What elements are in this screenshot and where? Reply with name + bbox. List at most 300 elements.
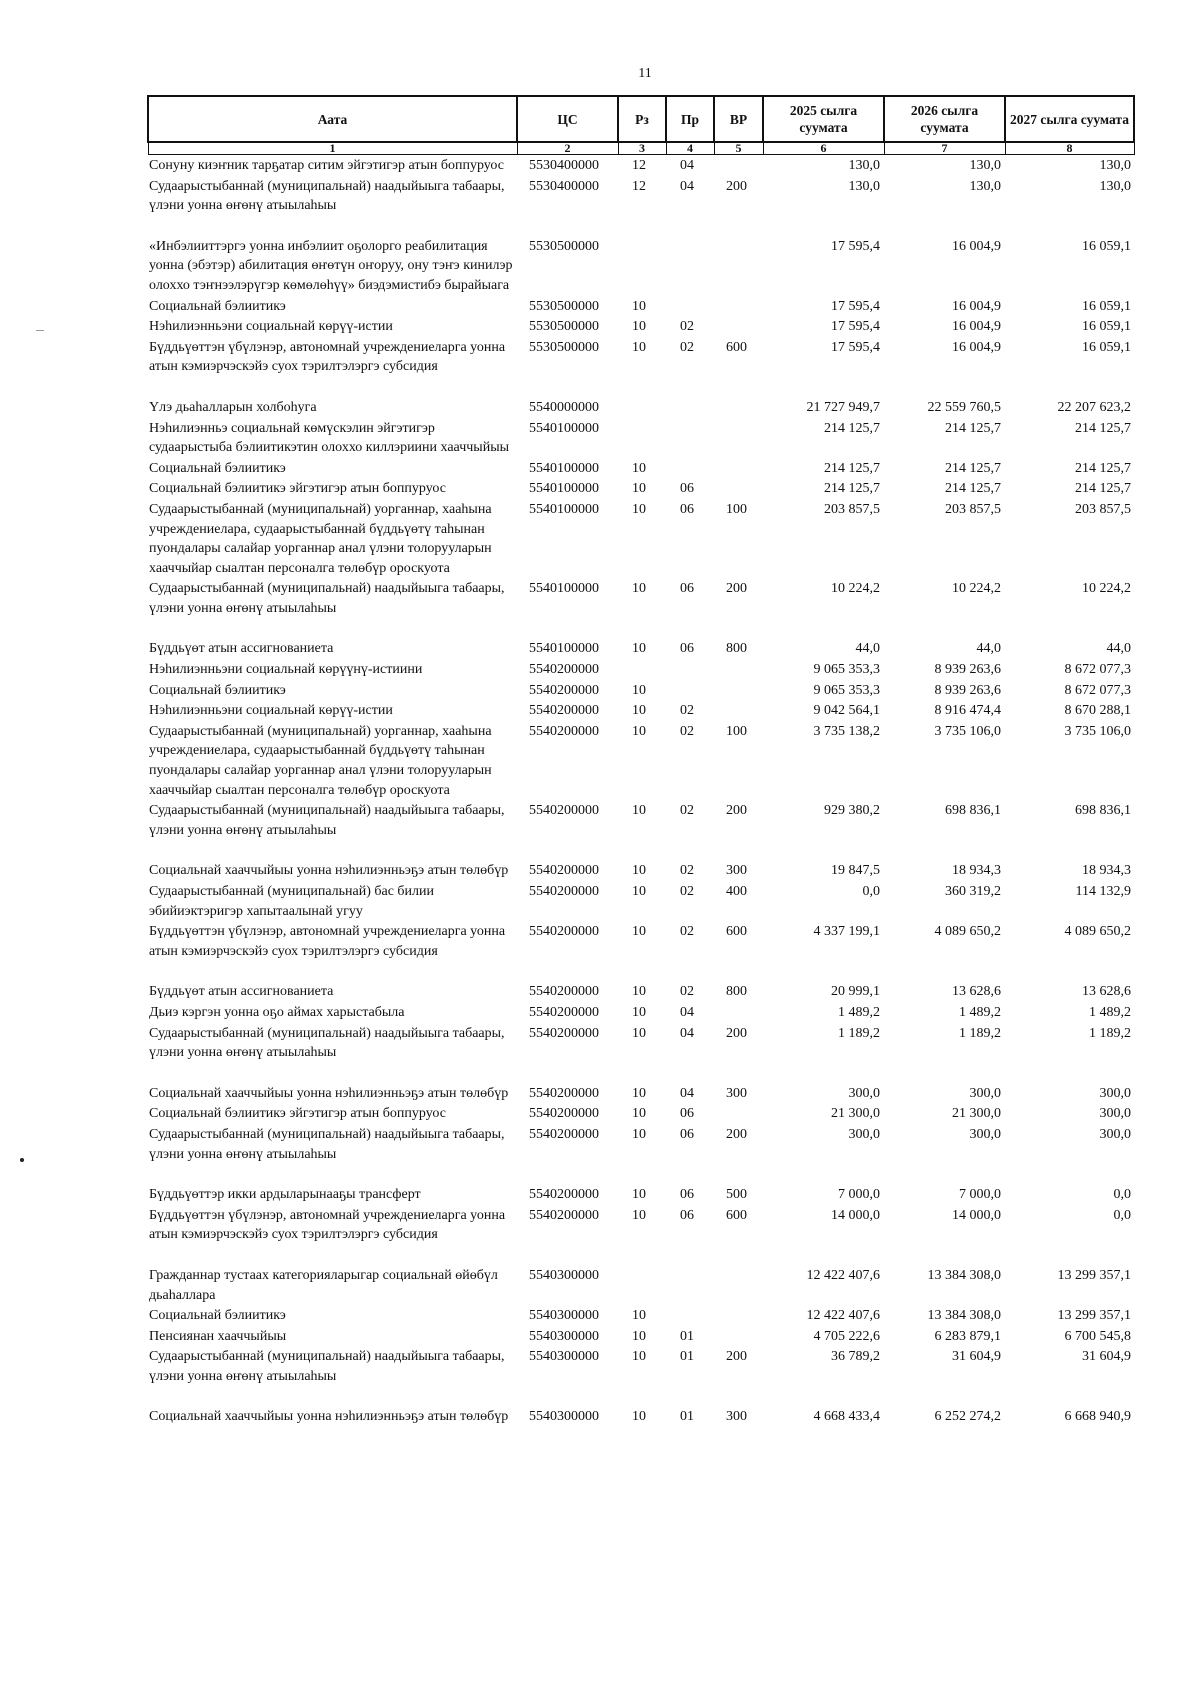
- row-2026-value: 360 319,2: [945, 884, 1001, 899]
- row-2027-value: 300,0: [1099, 1085, 1131, 1101]
- table-row: [148, 881, 1134, 921]
- row-vr-cell: 400: [726, 884, 747, 899]
- column-number: 6: [763, 142, 884, 155]
- row-2027-value: 13 299 357,1: [1057, 1308, 1131, 1324]
- table-row: [148, 176, 1134, 236]
- row-2027-value: 8 672 077,3: [1064, 662, 1131, 678]
- table-row: [148, 316, 1134, 337]
- row-2027-value: 13 628,6: [1082, 984, 1131, 1000]
- header-pr: Пр: [666, 96, 714, 142]
- header-rz: Рз: [618, 96, 666, 142]
- row-vr-cell: 800: [726, 984, 747, 1000]
- row-name-cell: Социальнай хааччыйыы уонна нэһилиэнньэҕэ атын төлөбүр: [149, 863, 509, 879]
- table-row: [148, 659, 1134, 680]
- row-name-cell: Нэһилиэнньэни социальнай көрүү-истии: [149, 703, 393, 719]
- header-cs: ЦС: [517, 96, 618, 142]
- row-code-cell: 5540300000: [529, 1267, 599, 1283]
- row-name-cell: Судаарыстыбаннай (муниципальнай) наадыйыыга табаары, үлэни уонна өҥөнү атыылаһыы: [149, 178, 505, 214]
- page-number: 11: [638, 66, 652, 81]
- scan-dot: [20, 1158, 24, 1162]
- row-2027-value: 0,0: [1113, 1187, 1131, 1203]
- row-rz-cell: 10: [632, 682, 646, 698]
- row-2025-value: 12 422 407,6: [806, 1308, 880, 1324]
- row-pr-cell: 06: [680, 581, 694, 597]
- row-2026-value: 214 125,7: [945, 460, 1001, 476]
- row-code-cell: 5540200000: [529, 863, 599, 879]
- row-2027-value: 300,0: [1099, 1126, 1131, 1142]
- table-row: [148, 418, 1134, 458]
- row-name-cell: Дьиэ кэргэн уонна оҕо аймах харыстабыла: [149, 1004, 405, 1020]
- row-vr-cell: 200: [726, 178, 747, 194]
- row-pr-cell: [666, 659, 714, 680]
- row-pr-cell: [666, 418, 714, 458]
- row-name-cell: Социальнай бэлиитикэ эйгэтигэр атын боппуруос: [149, 1106, 446, 1122]
- row-name-cell: Социальнай бэлиитикэ эйгэтигэр атын боппуруос: [149, 481, 446, 497]
- row-vr-cell: [714, 296, 763, 317]
- row-2025-value: 4 705 222,6: [813, 1328, 880, 1344]
- row-name-cell: Гражданнар тустаах категорияларыгар социальнай өйөбүл дьаһаллара: [149, 1267, 498, 1303]
- row-2025-value: 17 595,4: [831, 339, 880, 355]
- row-vr-cell: 500: [726, 1187, 747, 1203]
- row-vr-cell: 300: [726, 1085, 747, 1101]
- table-row: [148, 1326, 1134, 1347]
- row-code-cell: 5530400000: [529, 158, 599, 173]
- row-rz-cell: 12: [632, 158, 646, 173]
- row-2027-value: 13 299 357,1: [1057, 1267, 1131, 1283]
- row-2025-value: 44,0: [855, 641, 880, 657]
- row-vr-cell: [714, 458, 763, 479]
- row-pr-cell: 04: [680, 1085, 694, 1101]
- table-row: [148, 1124, 1134, 1184]
- row-pr-cell: 06: [680, 1126, 694, 1142]
- row-vr-cell: [714, 680, 763, 701]
- table-row: [148, 1083, 1134, 1104]
- row-2027-value: 16 059,1: [1082, 298, 1131, 314]
- table-row: [148, 1406, 1134, 1427]
- row-2027-value: 698 836,1: [1075, 803, 1131, 819]
- row-vr-cell: 600: [726, 1207, 747, 1223]
- row-rz-cell: [618, 1265, 666, 1305]
- row-2025-value: 9 065 353,3: [813, 682, 880, 698]
- row-rz-cell: 10: [632, 703, 646, 719]
- row-code-cell: 5530500000: [529, 339, 599, 355]
- row-code-cell: 5540300000: [529, 1409, 599, 1425]
- row-2027-value: 0,0: [1113, 1207, 1131, 1223]
- row-code-cell: 5540200000: [529, 984, 599, 1000]
- row-rz-cell: 10: [632, 863, 646, 879]
- row-2026-value: 16 004,9: [952, 298, 1001, 314]
- row-pr-cell: 02: [680, 863, 694, 879]
- row-2026-value: 1 189,2: [959, 1025, 1001, 1041]
- row-2025-value: 10 224,2: [831, 581, 880, 597]
- row-pr-cell: 02: [680, 984, 694, 1000]
- row-2025-value: 3 735 138,2: [813, 723, 880, 739]
- row-vr-cell: [714, 1305, 763, 1326]
- row-code-cell: 5540100000: [529, 641, 599, 657]
- table-row: [148, 921, 1134, 981]
- row-code-cell: 5530500000: [529, 319, 599, 335]
- row-rz-cell: 10: [632, 339, 646, 355]
- row-rz-cell: 10: [632, 1308, 646, 1324]
- row-name-cell: Социальнай хааччыйыы уонна нэһилиэнньэҕэ атын төлөбүр: [149, 1085, 509, 1101]
- row-2025-value: 17 595,4: [831, 298, 880, 314]
- row-pr-cell: 04: [680, 178, 694, 194]
- row-2026-value: 214 125,7: [945, 481, 1001, 497]
- row-code-cell: 5540300000: [529, 1328, 599, 1344]
- header-row: [148, 96, 1134, 142]
- row-name-cell: Үлэ дьаһалларын холбоһуга: [149, 399, 317, 415]
- row-2026-value: 13 384 308,0: [927, 1267, 1001, 1283]
- table-row: [148, 155, 1134, 176]
- row-2026-value: 16 004,9: [952, 238, 1001, 254]
- row-2027-value: 114 132,9: [1075, 884, 1131, 899]
- row-code-cell: 5530500000: [529, 238, 599, 254]
- row-2025-value: 214 125,7: [824, 420, 880, 436]
- row-rz-cell: 10: [632, 319, 646, 335]
- row-2027-value: 1 189,2: [1089, 1025, 1131, 1041]
- row-code-cell: 5540200000: [529, 1207, 599, 1223]
- row-code-cell: 5540100000: [529, 460, 599, 476]
- row-code-cell: 5540000000: [529, 399, 599, 415]
- row-2025-value: 214 125,7: [824, 460, 880, 476]
- row-pr-cell: 04: [680, 1004, 694, 1020]
- budget-table-container: [147, 95, 1133, 1427]
- row-vr-cell: [714, 418, 763, 458]
- budget-table: [147, 95, 1135, 1427]
- row-2026-value: 698 836,1: [945, 803, 1001, 819]
- table-row: [148, 1265, 1134, 1305]
- row-2025-value: 7 000,0: [838, 1187, 880, 1203]
- row-vr-cell: [714, 316, 763, 337]
- header-vr: ВР: [714, 96, 763, 142]
- row-2025-value: 19 847,5: [831, 863, 880, 879]
- row-2025-value: 4 337 199,1: [813, 924, 880, 940]
- row-pr-cell: [666, 458, 714, 479]
- row-2026-value: 44,0: [976, 641, 1001, 657]
- row-2026-value: 8 939 263,6: [934, 662, 1001, 678]
- row-2027-value: 10 224,2: [1082, 581, 1131, 597]
- column-number: 5: [714, 142, 763, 155]
- row-rz-cell: 10: [632, 1106, 646, 1122]
- row-vr-cell: [714, 236, 763, 296]
- row-rz-cell: [618, 418, 666, 458]
- row-vr-cell: [714, 1265, 763, 1305]
- row-2027-value: 214 125,7: [1075, 460, 1131, 476]
- row-2026-value: 14 000,0: [952, 1207, 1001, 1223]
- row-rz-cell: [618, 397, 666, 418]
- row-2027-value: 8 670 288,1: [1064, 703, 1131, 719]
- row-2027-value: 6 668 940,9: [1064, 1409, 1131, 1425]
- table-row: [148, 1103, 1134, 1124]
- row-2027-value: 16 059,1: [1082, 339, 1131, 355]
- row-rz-cell: 10: [632, 884, 646, 899]
- row-2026-value: 22 559 760,5: [927, 399, 1001, 415]
- column-number: 8: [1005, 142, 1134, 155]
- row-vr-cell: 100: [726, 501, 747, 517]
- row-name-cell: Социальнай бэлиитикэ: [149, 298, 286, 314]
- row-2026-value: 21 300,0: [952, 1106, 1001, 1122]
- row-rz-cell: [618, 236, 666, 296]
- row-2027-value: 214 125,7: [1075, 481, 1131, 497]
- row-2027-value: 4 089 650,2: [1064, 924, 1131, 940]
- row-vr-cell: 800: [726, 641, 747, 657]
- row-rz-cell: 10: [632, 501, 646, 517]
- row-vr-cell: [714, 478, 763, 499]
- row-rz-cell: 12: [632, 178, 646, 194]
- row-2025-value: 300,0: [848, 1126, 880, 1142]
- row-2026-value: 18 934,3: [952, 863, 1001, 879]
- row-code-cell: 5540200000: [529, 723, 599, 739]
- column-number: 3: [618, 142, 666, 155]
- row-code-cell: 5540200000: [529, 1187, 599, 1203]
- row-vr-cell: 200: [726, 581, 747, 597]
- row-code-cell: 5540200000: [529, 1025, 599, 1041]
- row-vr-cell: [714, 1103, 763, 1124]
- row-2025-value: 1 489,2: [838, 1004, 880, 1020]
- row-pr-cell: 06: [680, 1207, 694, 1223]
- row-2026-value: 8 939 263,6: [934, 682, 1001, 698]
- row-rz-cell: 10: [632, 298, 646, 314]
- row-name-cell: Судаарыстыбаннай (муниципальнай) уорганнар, хааһына учреждениелара, судаарыстыбаннай бүддьүөтү таһынан пуондалары салайар уорганнар анал үлэни толорууларын хааччыйар сыалтан персоналга төлөбүр ороскуота: [149, 723, 492, 798]
- header-2025: 2025 сылга суумата: [763, 96, 884, 142]
- table-row: [148, 1184, 1134, 1205]
- row-pr-cell: [666, 1305, 714, 1326]
- row-vr-cell: 200: [726, 803, 747, 819]
- table-row: [148, 458, 1134, 479]
- row-2027-value: 203 857,5: [1075, 501, 1131, 517]
- row-code-cell: 5540200000: [529, 884, 599, 899]
- row-code-cell: 5540300000: [529, 1349, 599, 1365]
- header-2026: 2026 сылга суумата: [884, 96, 1005, 142]
- row-code-cell: 5540200000: [529, 1126, 599, 1142]
- column-number: 4: [666, 142, 714, 155]
- row-vr-cell: 200: [726, 1349, 747, 1365]
- row-rz-cell: 10: [632, 1409, 646, 1425]
- row-name-cell: Бүддьүөт атын ассигнованиета: [149, 641, 334, 657]
- row-pr-cell: 04: [680, 158, 694, 173]
- row-name-cell: Судаарыстыбаннай (муниципальнай) наадыйыыга табаары, үлэни уонна өҥөнү атыылаһыы: [149, 803, 505, 838]
- row-2026-value: 4 089 650,2: [934, 924, 1001, 940]
- row-vr-cell: 200: [726, 1025, 747, 1041]
- row-2026-value: 130,0: [969, 178, 1001, 194]
- row-pr-cell: [666, 296, 714, 317]
- row-code-cell: 5540200000: [529, 703, 599, 719]
- row-code-cell: 5540100000: [529, 481, 599, 497]
- row-2027-value: 44,0: [1106, 641, 1131, 657]
- row-2026-value: 13 628,6: [952, 984, 1001, 1000]
- row-rz-cell: 10: [632, 803, 646, 819]
- row-rz-cell: 10: [632, 481, 646, 497]
- row-vr-cell: 200: [726, 1126, 747, 1142]
- row-code-cell: 5530400000: [529, 178, 599, 194]
- table-row: [148, 236, 1134, 296]
- row-pr-cell: 06: [680, 481, 694, 497]
- row-2025-value: 21 300,0: [831, 1106, 880, 1122]
- row-2025-value: 36 789,2: [831, 1349, 880, 1365]
- row-2027-value: 8 672 077,3: [1064, 682, 1131, 698]
- table-row: [148, 860, 1134, 881]
- row-2026-value: 10 224,2: [952, 581, 1001, 597]
- row-rz-cell: 10: [632, 1207, 646, 1223]
- row-2025-value: 203 857,5: [824, 501, 880, 517]
- row-pr-cell: 06: [680, 641, 694, 657]
- row-name-cell: Судаарыстыбаннай (муниципальнай) наадыйыыга табаары, үлэни уонна өҥөнү атыылаһыы: [149, 1025, 505, 1061]
- row-code-cell: 5540200000: [529, 1004, 599, 1020]
- row-2026-value: 16 004,9: [952, 319, 1001, 335]
- column-number: 7: [884, 142, 1005, 155]
- row-name-cell: Судаарыстыбаннай (муниципальнай) бас билии эбийиэктэригэр хапытаалынай угуу: [149, 884, 435, 919]
- row-2027-value: 300,0: [1099, 1106, 1131, 1122]
- row-pr-cell: 06: [680, 1187, 694, 1203]
- row-vr-cell: 300: [726, 863, 747, 879]
- row-2026-value: 3 735 106,0: [934, 723, 1001, 739]
- column-number-row: [148, 142, 1134, 155]
- row-code-cell: 5530500000: [529, 298, 599, 314]
- row-code-cell: 5540200000: [529, 1085, 599, 1101]
- table-row: [148, 680, 1134, 701]
- table-row: [148, 1023, 1134, 1083]
- header-2027: 2027 сылга суумата: [1005, 96, 1134, 142]
- row-2027-value: 130,0: [1099, 178, 1131, 194]
- row-2025-value: 17 595,4: [831, 238, 880, 254]
- row-pr-cell: 02: [680, 723, 694, 739]
- row-pr-cell: [666, 236, 714, 296]
- row-2027-value: 214 125,7: [1075, 420, 1131, 436]
- row-name-cell: Пенсиянан хааччыйыы: [149, 1328, 287, 1344]
- table-row: [148, 700, 1134, 721]
- row-rz-cell: 10: [632, 723, 646, 739]
- row-vr-cell: [714, 1002, 763, 1023]
- column-number: 2: [517, 142, 618, 155]
- row-name-cell: Бүддьүөттэн үбүлэнэр, автономнай учреждениеларга уонна атын кэмиэрчэскэйэ суох тэрилтэлэргэ субсидия: [149, 924, 506, 959]
- table-row: [148, 499, 1134, 578]
- row-vr-cell: [714, 700, 763, 721]
- row-name-cell: Судаарыстыбаннай (муниципальнай) наадыйыыга табаары, үлэни уонна өҥөнү атыылаһыы: [149, 1126, 505, 1162]
- row-2026-value: 300,0: [969, 1085, 1001, 1101]
- row-2025-value: 214 125,7: [824, 481, 880, 497]
- row-name-cell: Бүддьүөттэн үбүлэнэр, автономнай учреждениеларга уонна атын кэмиэрчэскэйэ суох тэрилтэлэргэ субсидия: [149, 1207, 506, 1243]
- table-row: [148, 578, 1134, 638]
- row-2027-value: 16 059,1: [1082, 319, 1131, 335]
- row-2025-value: 4 668 433,4: [813, 1409, 880, 1425]
- row-2025-value: 9 065 353,3: [813, 662, 880, 678]
- row-name-cell: Социальнай хааччыйыы уонна нэһилиэнньэҕэ атын төлөбүр: [149, 1409, 509, 1425]
- row-name-cell: Социальнай бэлиитикэ: [149, 460, 286, 476]
- row-name-cell: Нэһилиэнньэни социальнай көрүү-истии: [149, 319, 393, 335]
- row-2025-value: 130,0: [848, 158, 880, 173]
- row-2027-value: 22 207 623,2: [1057, 399, 1131, 415]
- row-vr-cell: 600: [726, 924, 747, 940]
- row-code-cell: 5540100000: [529, 420, 599, 436]
- row-vr-cell: 100: [726, 723, 747, 739]
- row-name-cell: Сонуну киэҥник тарҕатар ситим эйгэтигэр атын боппуруос: [149, 158, 504, 173]
- row-name-cell: Бүддьүөттэн үбүлэнэр, автономнай учреждениеларга уонна атын кэмиэрчэскэйэ суох тэрилтэлэргэ субсидия: [149, 339, 506, 375]
- table-row: [148, 721, 1134, 800]
- row-rz-cell: [618, 659, 666, 680]
- row-rz-cell: 10: [632, 1004, 646, 1020]
- row-2025-value: 21 727 949,7: [806, 399, 880, 415]
- row-name-cell: Социальнай бэлиитикэ: [149, 1308, 286, 1324]
- row-2026-value: 6 252 274,2: [934, 1409, 1001, 1425]
- row-vr-cell: [714, 155, 763, 176]
- row-2025-value: 12 422 407,6: [806, 1267, 880, 1283]
- row-2025-value: 14 000,0: [831, 1207, 880, 1223]
- row-pr-cell: [666, 397, 714, 418]
- row-code-cell: 5540200000: [529, 662, 599, 678]
- row-rz-cell: 10: [632, 984, 646, 1000]
- row-2026-value: 1 489,2: [959, 1004, 1001, 1020]
- row-2026-value: 6 283 879,1: [934, 1328, 1001, 1344]
- row-2025-value: 9 042 564,1: [813, 703, 880, 719]
- table-row: [148, 981, 1134, 1002]
- row-pr-cell: 01: [680, 1328, 694, 1344]
- table-row: [148, 800, 1134, 860]
- table-row: [148, 1002, 1134, 1023]
- row-rz-cell: 10: [632, 1328, 646, 1344]
- row-code-cell: 5540200000: [529, 1106, 599, 1122]
- row-rz-cell: 10: [632, 1126, 646, 1142]
- table-row: [148, 1346, 1134, 1406]
- row-pr-cell: 02: [680, 339, 694, 355]
- row-2025-value: 20 999,1: [831, 984, 880, 1000]
- row-rz-cell: 10: [632, 460, 646, 476]
- row-2025-value: 0,0: [862, 884, 880, 899]
- row-rz-cell: 10: [632, 1025, 646, 1041]
- row-2025-value: 1 189,2: [838, 1025, 880, 1041]
- row-rz-cell: 10: [632, 641, 646, 657]
- column-number: 1: [148, 142, 517, 155]
- row-2027-value: 31 604,9: [1082, 1349, 1131, 1365]
- row-2027-value: 1 489,2: [1089, 1004, 1131, 1020]
- row-vr-cell: 300: [726, 1409, 747, 1425]
- row-code-cell: 5540100000: [529, 501, 599, 517]
- row-rz-cell: 10: [632, 581, 646, 597]
- scan-tick: [36, 330, 44, 331]
- row-rz-cell: 10: [632, 1349, 646, 1365]
- row-2026-value: 130,0: [969, 158, 1001, 173]
- table-row: [148, 337, 1134, 397]
- row-2026-value: 300,0: [969, 1126, 1001, 1142]
- row-pr-cell: 01: [680, 1349, 694, 1365]
- row-code-cell: 5540200000: [529, 682, 599, 698]
- table-row: [148, 638, 1134, 659]
- row-2025-value: 17 595,4: [831, 319, 880, 335]
- row-name-cell: Судаарыстыбаннай (муниципальнай) наадыйыыга табаары, үлэни уонна өҥөнү атыылаһыы: [149, 581, 505, 616]
- row-pr-cell: 02: [680, 884, 694, 899]
- table-row: [148, 478, 1134, 499]
- row-2027-value: 18 934,3: [1082, 863, 1131, 879]
- row-2026-value: 8 916 474,4: [934, 703, 1001, 719]
- row-vr-cell: [714, 1326, 763, 1347]
- row-2025-value: 130,0: [848, 178, 880, 194]
- row-2027-value: 130,0: [1099, 158, 1131, 173]
- row-name-cell: Судаарыстыбаннай (муниципальнай) наадыйыыга табаары, үлэни уонна өҥөнү атыылаһыы: [149, 1349, 505, 1384]
- row-pr-cell: 06: [680, 501, 694, 517]
- table-row: [148, 1305, 1134, 1326]
- row-pr-cell: 06: [680, 1106, 694, 1122]
- row-name-cell: Судаарыстыбаннай (муниципальнай) уорганнар, хааһына учреждениелара, судаарыстыбаннай бүддьүөтү таһынан пуондалары салайар уорганнар анал үлэни толорууларын хааччыйар сыалтан персоналга төлөбүр ороскуота: [149, 501, 492, 576]
- row-name-cell: «Инбэлииттэргэ уонна инбэлиит оҕолорго реабилитация уонна (эбэтэр) абилитация өҥөтүн оҥоруу, ону тэҥэ кинилэр олоххо тэҥнээлэрүгэр көмөлөһүү» биэдэмистибэ бырайыага: [149, 238, 513, 293]
- row-code-cell: 5540300000: [529, 1308, 599, 1324]
- row-name-cell: Нэһилиэнньэни социальнай көрүүнү-истиини: [149, 662, 423, 678]
- table-row: [148, 397, 1134, 418]
- row-pr-cell: [666, 1265, 714, 1305]
- row-pr-cell: 04: [680, 1025, 694, 1041]
- row-name-cell: Бүддьүөт атын ассигнованиета: [149, 984, 334, 1000]
- row-pr-cell: 02: [680, 803, 694, 819]
- row-vr-cell: [714, 397, 763, 418]
- row-name-cell: Социальнай бэлиитикэ: [149, 682, 286, 698]
